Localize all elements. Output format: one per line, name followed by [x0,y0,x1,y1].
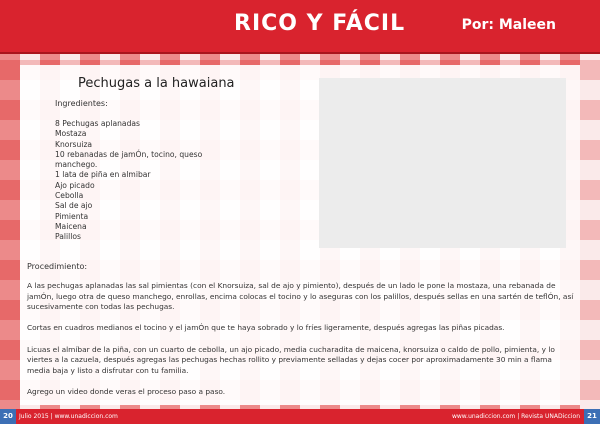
page-number-left: 20 [0,409,16,424]
ingredients-list [55,119,225,243]
procedure-paragraph: Agrego un video donde veras el proceso paso a paso. [27,386,226,396]
ingredient-item: Palillos [55,232,81,242]
ingredient-item: Maicena [55,221,87,231]
recipe-photo-placeholder [319,78,566,248]
ingredient-item: Knorsuiza [55,139,93,149]
ingredient-item: Ajo picado [55,180,95,190]
footer-left-text: Julio 2015 | www.unadiccion.com [19,413,118,420]
ingredient-item: 8 Pechugas aplanadas [55,119,141,128]
ingredient-item: 1 lata de piña en almibar [55,170,151,180]
recipe-title: Pechugas a la hawaiana [78,76,235,91]
ingredient-item: manchego. [55,160,98,170]
ingredient-item: Cebolla [55,191,84,201]
ingredient-item: Mostaza [55,129,87,139]
ingredient-item: 10 rebanadas de jamÓn, tocino, queso [55,149,203,159]
header-bar [0,0,600,52]
procedure-paragraph: Cortas en cuadros medianos el tocino y el jamÓn que te haya sobrado y lo fríes ligeramente, después agregas las piñas picadas. [27,323,505,333]
ingredient-item: Sal de ajo [55,201,93,211]
author-byline: Por: Maleen [461,17,556,33]
procedure-label: Procedimiento: [27,262,88,271]
procedure-paragraph: A las pechugas aplanadas las sal pimientas (con el Knorsuiza, sal de ajo y pimiento), después de un lado le pone la mostaza, una rebanada de jamÓn, luego otra de queso manchego, enrollas, encima colocas el tocino y lo aseguras con los palillos, después sellas en una sartén de teflÓn, así sucesivamente con todas las pechugas. [27,281,574,312]
page-number-right: 21 [584,409,600,424]
ingredient-item: Pimienta [55,211,89,221]
ingredients-label: Ingredientes: [55,99,108,108]
procedure-steps [27,281,575,408]
footer-bar [0,409,600,424]
footer-right-text: www.unadiccion.com | Revista UNADiccion [451,413,580,420]
section-title: RICO Y FÁCIL [234,11,406,36]
procedure-paragraph: Licuas el almíbar de la piña, con un cuarto de cebolla, un ajo picado, media cucharadita de maicena, knorsuiza o caldo de pollo, pimienta, y lo viertes a la cazuela, después agregas las pechugas hechas rollito y previamente selladas y dejas cocer por aproximadamente 30 min a flama media baja y listo a disfrutar con tu familia. [27,344,555,375]
